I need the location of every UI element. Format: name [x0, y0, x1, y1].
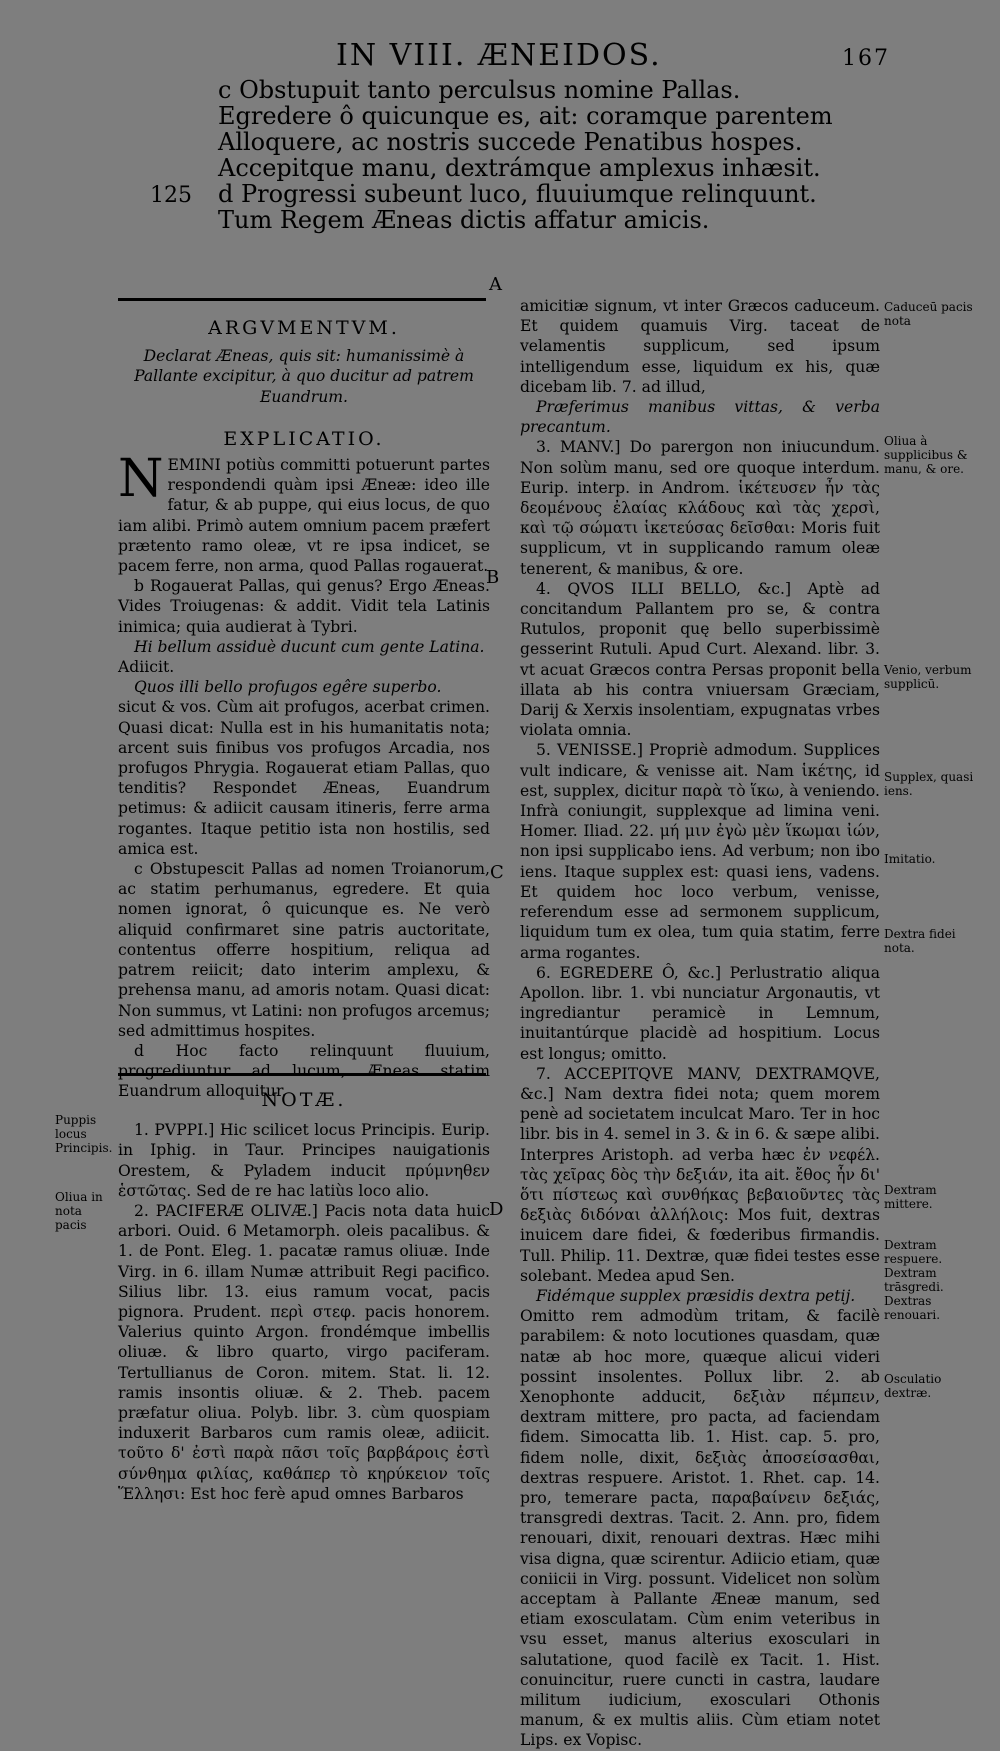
right-para: amicitiæ signum, vt inter Græcos caduceum. Et quidem quamuis Virg. taceat de velamentis supplicum, sed ipsum intelligendum esse, liquidum ex his, quæ dicebam lib. 7. ad illud, [520, 297, 880, 396]
running-title: IN VIII. ÆNEIDOS. [336, 38, 662, 73]
nota-2: 2. PACIFERÆ OLIVÆ.] Pacis nota data huic arbori. Ouid. 6 Metamorph. oleis pacalibus. & 1. de Pont. Eleg. 1. pacatæ ramus oliuæ. Inde Virg. in 6. illam Numæ attribuit Regi pacifico. Silius libr. 13. eius ramum vocat, pacis pignora. Prudent. περὶ στεφ. pacis honorem. Valerius quinto Argon. frondémque imbellis oliuæ. & libro quarto, virgo paciferam. Tertullianus de Coron. mitem. Stat. li. 12. ramis insontis oliuæ. & 2. Theb. pacem præfatur oliua. Polyb. libr. 3. cùm quospiam induxerit Barbaros cum ramis oleæ, adiicit. τοῦτο δ' ἐστὶ παρὰ πᾶσι τοῖς βαρβάροις ἐστὶ σύνθημα φιλίας, καθάπερ τὸ κηρύκειον τοῖς Ἕλλησι: Est hoc ferè apud omnes Barbaros [118, 1202, 490, 1503]
drop-cap: N [118, 449, 164, 510]
explicatio-verse: Hi bellum assiduè ducunt cum gente Latina. [134, 637, 485, 656]
margin-note-right: Osculatio dextræ. [884, 1372, 942, 1400]
margin-note-right: Supplex, quasi iens. [884, 770, 974, 798]
nota-1: 1. PVPPI.] Hic scilicet locus Principis. Eurip. in Iphig. in Taur. Principes nauigationis Orestem, & Pyladem inducit πρύμνηθεν ἑστῶτας. Sed de re hac latiùs loco alio. [118, 1121, 490, 1200]
margin-note-right: Caduceū pacis nota [884, 300, 973, 328]
explicatio-verse: Quos illi bello profugos egêre superbo. [134, 678, 442, 697]
right-verse: Præferimus manibus vittas, & verba precantum. [520, 398, 880, 437]
right-verse: Fidémque supplex præsidis dextra petij. [536, 1286, 856, 1305]
explicatio-para: sicut & vos. Cùm ait profugos, acerbat crimen. Quasi dicat: Nulla est in his humanitatis nota; arcent suis finibus vos profugos Arcadia, nos profugos Phrygia. Rogauerat etiam Pallas, quo tenditis? Respondet Æneas, Euandrum petimus: & adiicit causam itineris, ferre arma rogantes. Itaque petitio ista non hostilis, sed amica est. [118, 698, 490, 858]
explicatio-para: d Hoc facto relinquunt fluuium, progrediuntur ad lucum, Æneas statim Euandrum alloquitur. [118, 1041, 490, 1101]
notae-heading: NOTÆ. [261, 1089, 347, 1111]
margin-note-right: Dextram mittere. [884, 1183, 937, 1211]
explicatio-para: Adiicit. [118, 658, 175, 677]
right-para: 4. QVOS ILLI BELLO, &c.] Aptè ad concitandum Pallantem pro se, & contra Rutulos, proponit quę bello superbissimè gesserint Rutuli. Apud Curt. Alexand. libr. 3. vt acuat Græcos contra Persas proponit bella illata ab his contra vniuersam Græciam, Darij & Xerxis insolentiam, expugnatas vrbes violata omnia. [520, 579, 880, 740]
verse-line: Accepitque manu, dextrámque amplexus inhæsit. [218, 154, 821, 182]
notae-column [118, 1090, 490, 1504]
explicatio-heading: EXPLICATIO. [223, 427, 385, 450]
margin-note-right: Oliua à supplicibus & manu, & ore. [884, 434, 968, 476]
verse-line: c Obstupuit tanto perculsus nomine Pallas. [218, 76, 741, 104]
margin-note-right: Dextram respuere. Dextram trāsgredi. Dextras renouari. [884, 1238, 944, 1322]
verse-line: d Progressi subeunt luco, fluuiumque relinquunt. [218, 180, 817, 208]
verse-line: Tum Regem Æneas dictis affatur amicis. [218, 206, 710, 234]
explicatio-para: b Rogauerat Pallas, qui genus? Ergo Æneas. Vides Troiugenas: & addit. Vidit tela Latinis inimica; quia audierat à Tybri. [118, 577, 490, 636]
right-para: 5. VENISSE.] Propriè admodum. Supplices vult indicare, & venisse ait. Nam ἱκέτης, id est, supplex, dicitur παρὰ τὸ ἵκω, à veniendo. Infrà coniungit, supplexque ad limina veni. Homer. Iliad. 22. μή μιν ἐγὼ μὲν ἵκωμαι ἰών, non ipsi supplicabo iens. Ad verbum; non ibo iens. Itaque supplex est: quasi iens, vadens. Et quidem hoc loco verbum, venisse, referendum esse ad sermonem supplicum, liquidum tum ex olea, tum quia statim, ferre arma rogantes. [520, 741, 880, 962]
verse-number: 125 [150, 183, 192, 208]
explicatio-para: c Obstupescit Pallas ad nomen Troianorum, ac statim perhumanus, egredere. Et quia nomen ignorat, ô quicunque es. Ne verò aliquid confirmaret sine patris auctoritate, contentus offerre hospitium, reliqua ad patrem reiicit; dato interim amplexu, & prehensa manu, ad amoris notam. Quasi dicat: Non summus, vt Latini: non profugos arcemus; sed admittimus hospites. [118, 860, 490, 1040]
explicatio-para-1: NEMINI potiùs committi potuerunt partes respondendi quàm ipsi Æneæ: ideo ille fatur, & ab puppe, qui eius locus, de quo iam alibi. Primò autem omnium pacem præfert prætento ramo oleæ, vt re ipsa indicet, se pacem ferre, non arma, quod Pallas rogauerat. [118, 449, 490, 576]
right-para: 7. ACCEPITQVE MANV, DEXTRAMQVE, &c.] Nam dextra fidei nota; quem morem penè ad societatem inculcat Maro. Ter in hoc libr. bis in 4. semel in 3. & in 6. & sæpe alibi. Interpres Aristoph. ad verba hæc ἐν νεφέλ. τὰς χεῖρας δὸς τὴν δεξιάν, ita ait. ἔθος ἦν δι' ὅτι πίστεως καὶ συνθήκας βεβαιοῦντες τὰς δεξιὰς διδόναι ἀλλήλοις: Mos fuit, dextras inuicem dare fidei, & fœderibus firmandis. Tull. Philip. 11. Dextræ, quæ fidei testes esse solebant. Medea apud Sen. [520, 1064, 880, 1285]
section-letter-b: B [486, 567, 500, 588]
section-letter-d: D [489, 1199, 504, 1220]
margin-note-right: Imitatio. [884, 852, 936, 866]
section-letter-c: C [490, 862, 504, 883]
page-number: 167 [842, 46, 890, 71]
verse-line: Alloquere, ac nostris succede Penatibus hospes. [218, 128, 803, 156]
verse-line: Egredere ô quicunque es, ait: coramque parentem [218, 102, 833, 130]
argumentum-heading: ARGVMENTVM. [208, 317, 400, 339]
right-column [520, 296, 880, 1751]
right-para: 3. MANV.] Do parergon non iniucundum. Non solùm manu, sed ore quoque interdum. Eurip. interp. in Androm. ἱκέτευσεν ἦν τὰς δεομένους ἐλαίας κλάδους καὶ τὰς χερσὶ, καὶ τῷ σώματι ἱκετεύσας δεῖσθαι: Moris fuit supplicum, vt in supplicando ramum oleæ tenerent, & manibus, & ore. [520, 438, 880, 578]
rule-top [118, 298, 486, 301]
margin-note-left: Oliua in nota pacis [55, 1190, 103, 1232]
section-letter-a: A [489, 274, 502, 295]
left-column [118, 318, 490, 1102]
right-para: 6. EGREDERE Ô, &c.] Perlustratio aliqua Apollon. libr. 1. vbi nunciatur Argonautis, vt ingrediantur peramicè in Lemnum, inuitantúrque placidè ad hospitium. Locus est longus; omitto. [520, 963, 880, 1063]
right-para: Omitto rem admodùm tritam, & facilè parabilem: & noto locutiones quasdam, quæ natæ ab hoc more, quæque alicui videri possint insolentes. Pollux libr. 2. ab Xenophonte adducit, δεξιὰν πέμπειν, dextram mittere, pro pacta, ad faciendam fidem. Simocatta lib. 1. Hist. cap. 5. pro, fidem nolle, dixit, δεξιὰς ἀποσείσασθαι, dextras respuere. Aristot. 1. Rhet. cap. 14. pro, temerare pacta, παραβαίνειν δεξιάς, transgredi dextras. Tacit. 2. Ann. pro, fidem renouari, dixit, renouari dextras. Hæc mihi visa digna, quæ scirentur. Adiicio etiam, quæ coniicii in Virg. possunt. Videlicet non solùm acceptam à Pallante Æneæ manum, sed etiam exosculatam. Cùm enim veteribus in vsu esset, manus alterius exosculari in salutatione, quod facilè ex Tacit. 1. Hist. conuincitur, ruere cuncti in castra, laudare militum iudicium, exosculari Othonis manum, & ex multis aliis. Cùm etiam notet Lips. ex Vopisc. [520, 1307, 880, 1750]
margin-note-right: Venio, verbum supplicū. [884, 663, 972, 691]
margin-note-left: Puppis locus Principis. [55, 1113, 113, 1155]
margin-note-right: Dextra fidei nota. [884, 927, 956, 955]
argumentum-text: Declarat Æneas, quis sit: humanissimè à Pallante excipitur, à quo ducitur ad patrem Euandrum. [134, 347, 474, 406]
